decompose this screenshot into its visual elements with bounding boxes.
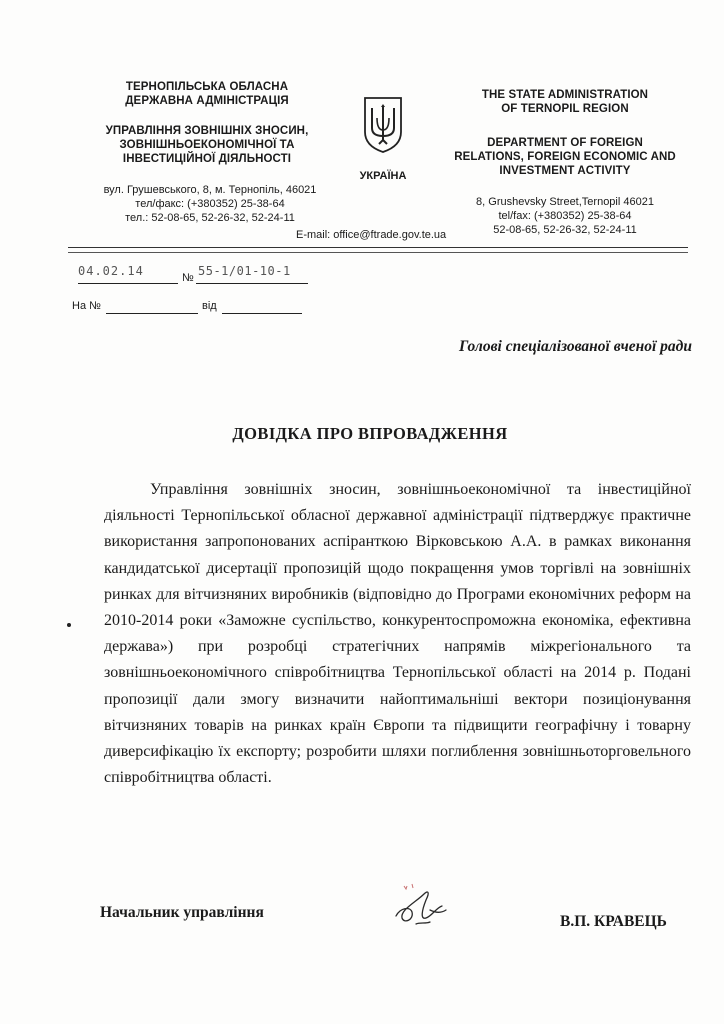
right-org-line2: OF TERNOPIL REGION [501,103,629,115]
right-dept-name [430,136,700,178]
right-dept-line3: INVESTMENT ACTIVITY [499,165,631,177]
email-address: E-mail: office@ftrade.gov.te.ua [296,229,447,241]
trident-emblem-icon [362,96,404,154]
signatory-position: Начальник управління [100,904,264,921]
right-dept-line1: DEPARTMENT OF FOREIGN [487,137,643,149]
left-contacts [70,183,350,225]
reference-number-label: На № [72,300,101,312]
right-tel: 52-08-65, 52-26-32, 52-24-11 [493,224,637,236]
right-dept-line2: RELATIONS, FOREIGN ECONOMIC AND [454,151,676,163]
right-org-name [450,88,680,116]
right-org-line1: THE STATE ADMINISTRATION [481,89,649,101]
left-tel: тел.: 52-08-65, 52-26-32, 52-24-11 [125,212,295,224]
right-telfax: tel/fax: (+380352) 25-38-64 [498,210,632,222]
registration-date-field [78,264,178,284]
reference-date-blank [222,301,302,314]
registration-number: 55-1/01-10-1 [198,264,291,278]
addressee: Голові спеціалізованої вченої ради [458,338,692,355]
reference-number-blank [106,301,198,314]
left-dept-name [82,124,332,166]
handwritten-signature-icon [386,880,456,932]
left-org-name [82,80,332,108]
document-title: ДОВІДКА ПРО ВПРОВАДЖЕННЯ [232,424,508,443]
body-paragraph: Управління зовнішніх зносин, зовнішньоекономічної та інвестиційної діяльності Тернопільської обласної державної адміністрації підтверджує практичне використання запропонованих аспіранткою Вірковською А.А. в рамках виконання кандидатської дисертації пропозицій щодо покращення умов торгівлі на зовнішніх ринках для вітчизняних виробників (відповідно до Програми економічних реформ на 2010-2014 роки «Заможне суспільство, конкурентоспроможна економіка, ефективна держава») при розробці стратегічних напрямів міжрегіонального та зовнішньоекономічного співробітництва Тернопільської області на 2014 р. Подані пропозиції дали змогу визначити найоптимальніші вектори позиціонування вітчизняних товарів на ринках країн Європи та підвищити географічну і товарну диверсифікацію їх експорту; розробити шляхи поглиблення зовнішньоторговельного співробітництва області. [104,481,691,787]
margin-dot [67,623,71,627]
left-address: вул. Грушевського, 8, м. Тернопіль, 46021 [103,184,317,196]
header-divider-thin [68,252,688,253]
registration-number-field [196,264,308,284]
left-dept-line3: ІНВЕСТИЦІЙНОЇ ДІЯЛЬНОСТІ [122,153,292,165]
left-org-line2: ДЕРЖАВНА АДМІНІСТРАЦІЯ [125,95,289,107]
left-dept-line1: УПРАВЛІННЯ ЗОВНІШНІХ ЗНОСИН, [105,125,309,137]
registration-number-label: № [182,272,194,284]
registration-date: 04.02.14 [78,264,144,278]
signatory-name: В.П. КРАВЕЦЬ [560,913,667,930]
left-dept-line2: ЗОВНІШНЬОЕКОНОМІЧНОЇ ТА [119,139,295,151]
header-divider-thick [68,247,688,248]
right-address: 8, Grushevsky Street,Ternopil 46021 [476,196,654,208]
left-org-line1: ТЕРНОПІЛЬСЬКА ОБЛАСНА [125,81,289,93]
reference-date-label: від [202,300,217,312]
left-telfax: тел/факс: (+380352) 25-38-64 [135,198,285,210]
country-label: УКРАЇНА [359,170,407,182]
